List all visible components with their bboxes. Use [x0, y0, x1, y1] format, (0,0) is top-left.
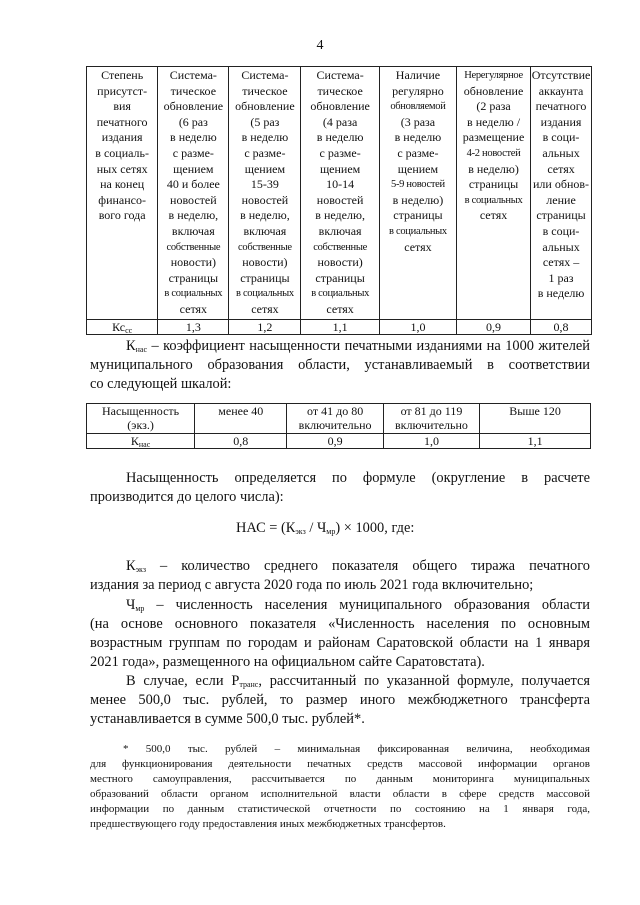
header-line: вия: [113, 99, 131, 114]
chmr-def-line-4: 2021 года», размещенного на официальном сайте Саратовстата).: [90, 654, 485, 670]
header-line: в социальных: [311, 288, 370, 300]
header-line: страницы: [536, 208, 586, 223]
header-line: финансо-: [98, 192, 146, 207]
header-line: страницы: [468, 177, 519, 192]
page-number: 4: [316, 38, 324, 53]
saturation-value-row: [87, 434, 591, 449]
header-line: с разме-: [319, 145, 361, 160]
header-line: 40 и более: [166, 177, 220, 192]
header-line: Наличие: [395, 68, 441, 82]
chmr-def-line-1: [126, 596, 590, 615]
header-line: сетях: [251, 301, 279, 316]
header-line: сетях: [404, 239, 432, 254]
header-line: (6 раз: [178, 114, 208, 129]
header-line: тическое: [317, 83, 363, 98]
header-line: новостей: [170, 192, 217, 207]
range-line2: включительно: [395, 418, 468, 432]
header-line: в неделю: [537, 286, 585, 301]
footnote-line-1: * 500,0 тыс. рублей – минимальная фиксированная величина, необходимая: [123, 743, 590, 755]
header-line: на конец: [100, 177, 145, 192]
case-pre: В случае, если Р: [126, 673, 240, 689]
formula-post: ) × 1000, где:: [335, 520, 415, 536]
header-line: (3 раза: [400, 114, 436, 129]
case-post: , рассчитанный по указанной формуле, получается: [258, 673, 590, 689]
chmr-sub: мр: [135, 604, 145, 613]
header-line: в неделю,: [240, 208, 290, 223]
value-label-cell: [87, 319, 158, 334]
header-line: включая: [243, 223, 287, 238]
value-label: Кс: [112, 319, 126, 334]
header-cell: [379, 67, 456, 320]
formula: [236, 519, 414, 538]
case-line-1: [126, 672, 590, 691]
header-cell: [229, 67, 301, 320]
knas-symbol: К: [126, 338, 136, 354]
range-line2: включительно: [298, 418, 372, 432]
header-line: новостей: [316, 192, 364, 207]
header-line: 1 раз: [548, 270, 574, 285]
header-cell: [531, 67, 592, 320]
case-sub: транс: [239, 680, 259, 689]
header-line: печатного: [96, 114, 148, 129]
header-line: собственные: [238, 241, 292, 253]
value-cell: 1,0: [379, 319, 456, 334]
header-line: новости): [242, 255, 288, 270]
header-line: 15-39: [250, 177, 279, 192]
case-line-3: устанавливается в сумме 500,0 тыс. рублей*.: [90, 711, 365, 727]
header-line: в социальных: [389, 225, 447, 237]
header-line: в неделю /: [467, 114, 521, 129]
header-line: Степень: [101, 68, 144, 82]
header-line: Система-: [241, 68, 289, 82]
header-line: (4 раза: [322, 114, 358, 129]
header-cell: [158, 67, 229, 320]
header-line: обновление: [463, 83, 524, 98]
header-line: сетях: [547, 161, 575, 176]
header-line: присутст-: [97, 83, 148, 98]
header-line: обновление: [235, 99, 295, 114]
header-line: тическое: [170, 83, 217, 98]
saturation-value: 1,0: [383, 434, 479, 449]
saturation-label-line1: Насыщенность: [102, 404, 180, 418]
formula-intro-line-1: Насыщенность определяется по формуле (округление в расчете: [126, 470, 590, 486]
value-label-sub: сс: [125, 325, 133, 335]
header-line: обновляемой: [390, 101, 446, 113]
saturation-value: 0,8: [195, 434, 287, 449]
chmr-def-line-3: возрастным группам по городам и районам Саратовской области на 1 января: [90, 635, 590, 651]
header-line: в социаль-: [95, 145, 150, 160]
header-line: в неделю,: [168, 208, 219, 223]
knas-text-1: – коэффициент насыщенности печатными изданиями на 1000 жителей: [147, 338, 590, 354]
formula-intro-line-2: производится до целого числа):: [90, 489, 284, 505]
value-cell: 0,8: [531, 319, 592, 334]
header-line: в социальных: [164, 288, 223, 300]
header-line: включая: [171, 223, 215, 238]
header-line: в неделю: [394, 130, 442, 145]
header-line: щением: [173, 161, 214, 176]
footnote-line-4: образований области органом исполнительной власти области в сфере средств массовой: [90, 788, 590, 800]
header-line: с разме-: [244, 145, 286, 160]
header-line: страницы: [168, 270, 219, 285]
chmr-text: – численность населения муниципального образования области: [144, 597, 590, 613]
range-cell: Выше 120: [480, 404, 591, 434]
header-line: тическое: [242, 83, 288, 98]
chmr-def-line-2: (на основе основного показателя «Численность населения по основным: [90, 616, 590, 632]
kekz-text: – количество среднего показателя общего тиража печатного: [145, 558, 590, 574]
header-line: Система-: [169, 68, 217, 82]
header-line: щением: [397, 161, 439, 176]
header-line: страницы: [315, 270, 365, 285]
value-cell: 1,1: [301, 319, 379, 334]
knas-def-line-1: [126, 337, 590, 356]
header-line: печатного: [535, 99, 587, 114]
header-line: в соци-: [542, 130, 580, 145]
header-line: ных сетях: [96, 161, 148, 176]
chmr-symbol: Ч: [126, 597, 136, 613]
range-line1: от 41 до 80: [307, 404, 364, 418]
header-line: новости): [170, 255, 216, 270]
range-cell: менее 40: [195, 404, 287, 434]
header-line: регулярно: [392, 83, 444, 98]
header-line: сетях: [179, 301, 208, 316]
formula-mid: / Ч: [305, 520, 327, 536]
range-cell: [383, 404, 479, 434]
header-line: (5 раз: [250, 114, 280, 129]
value-cell: 1,2: [229, 319, 301, 334]
header-line: Отсутствие: [531, 68, 591, 82]
social-presence-table: [86, 66, 592, 335]
footnote-line-2: для функционирования деятельности печатных средств массовой информации органов: [90, 758, 590, 770]
table-value-row: [87, 319, 592, 334]
header-line: с разме-: [172, 145, 214, 160]
saturation-label-line2: (экз.): [127, 418, 154, 432]
header-line: в неделю): [468, 161, 519, 176]
header-line: или обнов-: [533, 177, 590, 192]
header-line: Нерегулярное: [464, 70, 523, 81]
header-line: в соци-: [542, 223, 580, 238]
header-cell: [457, 67, 531, 320]
header-line: (2 раза: [476, 99, 511, 114]
kekz-def-line-1: [126, 557, 590, 576]
header-line: альных: [542, 239, 580, 254]
kekz-symbol: К: [126, 558, 136, 574]
knas-def-line-3: со следующей шкалой:: [90, 376, 232, 392]
saturation-value: 0,9: [287, 434, 383, 449]
header-line: обновление: [310, 99, 370, 114]
header-line: обновление: [163, 99, 224, 114]
header-line: в неделю: [316, 130, 364, 145]
footnote-line-3: местного самоуправления, рассчитывается по данным мониторинга муниципальных: [90, 773, 590, 785]
saturation-value: 1,1: [480, 434, 591, 449]
header-line: с разме-: [397, 145, 439, 160]
range-line1: от 81 до 119: [400, 404, 463, 418]
header-line: собственные: [166, 241, 221, 253]
formula-sub1: экз: [295, 527, 306, 536]
header-line: в неделю): [392, 192, 444, 207]
header-line: альных: [542, 145, 580, 160]
header-line: вого года: [98, 208, 146, 223]
footnote-line-6: предшествующего году предоставления иных межбюджетных трансфертов.: [90, 818, 446, 830]
saturation-header-row: [87, 404, 591, 434]
header-line: 5-9 новостей: [391, 179, 445, 191]
knas-def-line-2: муниципального образования области, устанавливаемый в соответствии: [90, 357, 590, 373]
header-line: аккаунта: [538, 83, 584, 98]
header-line: 10-14: [326, 177, 355, 192]
header-line: в социальных: [464, 194, 523, 206]
header-line: сетях: [326, 301, 354, 316]
header-line: в неделю: [241, 130, 289, 145]
header-line: новостей: [241, 192, 289, 207]
case-line-2: менее 500,0 тыс. рублей, то размер иного межбюджетного трансферта: [90, 692, 590, 708]
header-cell: [301, 67, 379, 320]
header-line: в неделю,: [315, 208, 365, 223]
kekz-sub: экз: [135, 565, 146, 574]
header-line: страницы: [393, 208, 443, 223]
header-line: 4-2 новостей: [466, 147, 521, 159]
saturation-label-cell: [87, 404, 195, 434]
header-line: Система-: [316, 68, 364, 82]
knas-label-cell: [87, 434, 195, 449]
knas-sub: нас: [135, 345, 147, 354]
header-line: щением: [244, 161, 286, 176]
range-cell: [287, 404, 383, 434]
value-cell: 0,9: [457, 319, 531, 334]
header-line: сетях –: [542, 255, 580, 270]
knas-label: К: [130, 434, 139, 448]
saturation-table: [86, 403, 591, 449]
formula-pre: НАС = (К: [236, 520, 296, 536]
header-line: в социальных: [235, 288, 294, 300]
header-line: новости): [317, 255, 363, 270]
header-line: издания: [101, 130, 143, 145]
table-header-row: [87, 67, 592, 320]
header-line: включая: [318, 223, 362, 238]
header-cell: [87, 67, 158, 320]
header-line: собственные: [313, 241, 367, 253]
header-line: страницы: [240, 270, 290, 285]
header-line: сетях: [479, 208, 508, 223]
kekz-def-line-2: издания за период с августа 2020 года по июль 2021 года включительно;: [90, 577, 534, 593]
knas-label-sub: нас: [138, 440, 151, 449]
header-line: в неделю: [170, 130, 217, 145]
value-cell: 1,3: [158, 319, 229, 334]
footnote-line-5: информации по данным статистической отчетности по состоянию на 1 января года,: [90, 803, 590, 815]
formula-sub2: мр: [326, 527, 336, 536]
header-line: щением: [319, 161, 361, 176]
header-line: размещение: [462, 130, 525, 145]
header-line: ление: [546, 192, 576, 207]
header-line: издания: [540, 114, 582, 129]
